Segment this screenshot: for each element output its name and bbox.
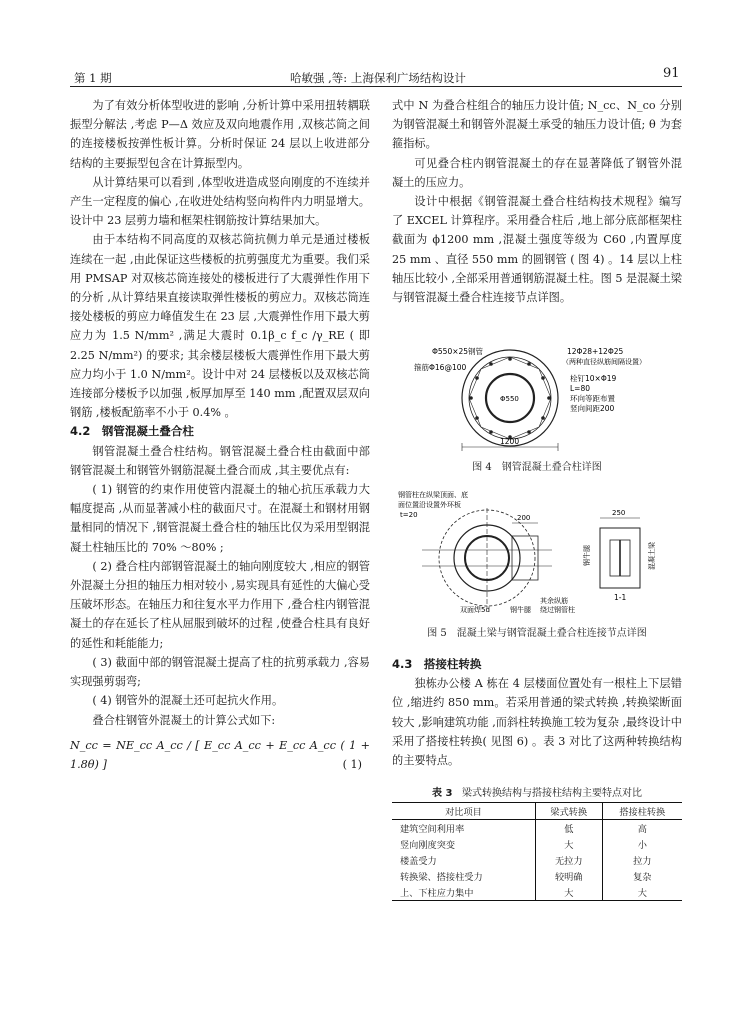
- fig4-label-studs: 栓钉10×Φ19: [570, 374, 617, 383]
- fig4-label-bars: 12Φ28+12Φ25: [567, 347, 624, 356]
- figure-4-caption: 图 4 钢管混凝土叠合柱详图: [472, 462, 602, 473]
- paragraph: 由于本结构不同高度的双核芯筒抗侧力单元是通过楼板连续在一起 ,由此保证这些楼板的抗剪强度尤为重要。我们采用 PMSAP 对双核芯筒连接处的楼板进行了大震弹性作用下的分析 ,从计算结果直接读取弹性楼板的剪应力。双核芯筒连接处楼板的剪应力峰值发生在 23 层 ,大震弹性作用下最大剪应力为 1.5 N/mm² ,满足大震时 0.1β_c f_c /γ_RE ( 即 2.25 N/mm²) 的要求; 其余楼层楼板大震弹性作用下最大剪应力均小于 1.0 N/mm²。设计中对 24 层楼板以及双核芯筒连接部分楼板予以加强 ,板厚加厚至 140 mm ,配置双层双向钢筋 ,楼板配筋率不小于 0.4% 。: [70, 233, 370, 420]
- header-rule: [70, 86, 682, 87]
- paragraph: 式中 N 为叠合柱组合的轴压力设计值; N_cc、N_co 分别为钢管混凝土和钢管外混凝土承受的轴压力设计值; θ 为套箍指标。: [392, 99, 682, 151]
- table-3: [392, 802, 682, 901]
- section-heading: 4.3 搭接柱转换: [392, 657, 482, 671]
- right-column-bottom: [392, 655, 682, 770]
- paragraph: 叠合柱钢管外混凝土的计算公式如下:: [92, 713, 276, 727]
- fig5-note3: t=20: [400, 511, 418, 519]
- table-header-cell: 对比项目: [392, 803, 535, 820]
- formula-number: ( 1): [342, 757, 362, 771]
- paragraph: 从计算结果可以看到 ,体型收进造成竖向刚度的不连续并产生一定程度的偏心 ,在收进处结构竖向构件内力明显增大。设计中 23 层剪力墙和框架柱钢筋按计算结果加大。: [70, 175, 370, 228]
- paragraph: ( 1) 钢管的约束作用使管内混凝土的轴心抗压承载力大幅度提高 ,从而显著减小柱的截面尺寸。在混凝土和钢材用钢量相同的情况下 ,钢管混凝土叠合柱的轴压比仅为采用型钢混凝土柱轴压比的 70% ～80% ;: [70, 483, 370, 554]
- table-cell: 无拉力: [535, 852, 602, 868]
- table-header-cell: 搭接柱转换: [602, 803, 682, 820]
- issue-label: 第 1 期: [74, 71, 112, 85]
- fig5-section: 1-1: [614, 593, 627, 602]
- table-row: [392, 852, 682, 868]
- fig5-other2: 绕过钢管柱: [540, 606, 575, 614]
- paragraph: ( 4) 钢管外的混凝土还可起抗火作用。: [92, 694, 284, 708]
- right-column-top: [392, 96, 682, 307]
- table-row: [392, 884, 682, 901]
- table-cell: 上、下柱应力集中: [392, 884, 535, 901]
- fig4-label-stirrup: 箍筋Φ16@100: [414, 363, 467, 372]
- table-row: [392, 820, 682, 837]
- fig4-label-studs-space1: 环向等距布置: [570, 394, 615, 403]
- fig5-other1: 其余纵筋: [540, 597, 568, 605]
- table-cell: 转换梁、搭接柱受力: [400, 872, 483, 883]
- table-3-title: 梁式转换结构与搭接柱结构主要特点对比: [462, 788, 642, 799]
- page-number: 91: [663, 66, 680, 81]
- fig5-d250: 250: [612, 509, 626, 517]
- fig4-label-studs-l: L=80: [570, 384, 591, 393]
- paragraph: 设计中根据《钢管混凝土叠合柱结构技术规程》编写了 EXCEL 计算程序。采用叠合柱后 ,地上部分底部框架柱截面为 ϕ1200 mm ,混凝土强度等级为 C60 ,内置厚度 25 mm 、直径 550 mm 的圆钢管 ( 图 4) 。14 层以上柱轴压比较小 ,全部采用普通钢筋混凝土柱。图 5 是混凝土梁与钢管混凝土叠合柱连接节点详图。: [392, 195, 682, 305]
- paragraph: ( 3) 截面中部的钢管混凝土提高了柱的抗剪承载力 ,容易实现强剪弱弯;: [70, 655, 370, 689]
- left-column: [70, 96, 370, 774]
- table-cell: 大: [535, 884, 602, 901]
- fig5-d200: 200: [517, 514, 531, 522]
- paragraph: 可见叠合柱内钢管混凝土的存在显著降低了钢管外混凝土的压应力。: [392, 156, 682, 189]
- fig4-label-bars-note: （两种直径纵筋间隔设置）: [562, 358, 646, 366]
- fig5-tag2: 混凝土梁: [648, 542, 656, 570]
- fig4-label-pipe: Φ550×25钢管: [432, 347, 484, 356]
- running-title: 哈敏强 ,等: 上海保利广场结构设计: [290, 71, 466, 85]
- fig5-tube: 钢牛腿: [510, 606, 531, 614]
- table-cell: 大: [602, 884, 682, 901]
- table-cell: 低: [535, 820, 602, 837]
- table-cell: 大: [535, 836, 602, 852]
- fig5-note1: 钢管柱在纵梁顶面、底: [398, 491, 468, 499]
- table-cell: 拉力: [602, 852, 682, 868]
- figure-5-caption: 图 5 混凝土梁与钢管混凝土叠合柱连接节点详图: [427, 628, 647, 639]
- section-heading: 4.2 钢管混凝土叠合柱: [70, 424, 194, 439]
- table-cell: 复杂: [602, 868, 682, 884]
- fig4-label-studs-space2: 竖向间距200: [570, 404, 615, 413]
- paragraph: ( 2) 叠合柱内部钢管混凝土的轴向刚度较大 ,相应的钢管外混凝土分担的轴压力相对较小 ,易实现具有延性的大偏心受压破坏形态。在轴压力和往复水平力作用下 ,叠合柱内钢管混凝土的存在延长了柱从屈服到破坏的过程 ,使叠合柱具有良好的延性和耗能能力;: [70, 559, 370, 650]
- table-cell: 高: [602, 820, 682, 837]
- table-3-caption: [392, 784, 682, 799]
- paragraph: 独栋办公楼 A 栋在 4 层楼面位置处有一根柱上下层错位 ,缩进约 850 mm。若采用普通的梁式转换 ,转换梁断面较大 ,影响建筑功能 ,而斜柱转换施工较为复杂 ,最终设计中采用了搭接柱转换( 见图 6) 。表 3 对比了这两种转换结构的主要特点。: [392, 677, 682, 768]
- fig5-note2: 面位置沿设置外环板: [398, 501, 461, 509]
- table-cell: 小: [602, 836, 682, 852]
- table-row: [392, 868, 682, 884]
- paragraph: 钢管混凝土叠合柱结构。钢管混凝土叠合柱由截面中部钢管混凝土和钢管外钢筋混凝土叠合而成 ,其主要优点有:: [70, 444, 370, 477]
- table-cell: 竖向刚度突变: [400, 840, 456, 851]
- table-cell: 建筑空间利用率: [400, 824, 465, 835]
- table-3-number: 表 3: [432, 788, 453, 799]
- table-cell: 楼盖受力: [400, 856, 437, 867]
- formula: [70, 736, 370, 774]
- table-header-row: [392, 803, 682, 820]
- table-header-cell: 梁式转换: [535, 803, 602, 820]
- table-cell: 较明确: [535, 868, 602, 884]
- fig5-rebar: 双面焊5d: [460, 606, 490, 614]
- fig4-label-width: 1200: [500, 437, 520, 446]
- fig4-label-inner-dim: Φ550: [500, 395, 519, 403]
- figure-4-drawing: [392, 343, 682, 453]
- figure-5-drawing: [392, 488, 682, 618]
- formula-body: N_cc = NE_cc A_cc / [ E_cc A_cc + E_cc A_cc ( 1 + 1.8θ) ]: [70, 738, 370, 771]
- table-row: [392, 836, 682, 852]
- paragraph: 为了有效分析体型收进的影响 ,分析计算中采用扭转耦联振型分解法 ,考虑 P—Δ 效应及双向地震作用 ,双核芯筒之间的连接楼板按弹性板计算。分析时保证 24 层以上收进部分结构的主要振型包含在计算振型内。: [70, 99, 370, 170]
- fig5-tag1: 钢牛腿: [583, 545, 591, 566]
